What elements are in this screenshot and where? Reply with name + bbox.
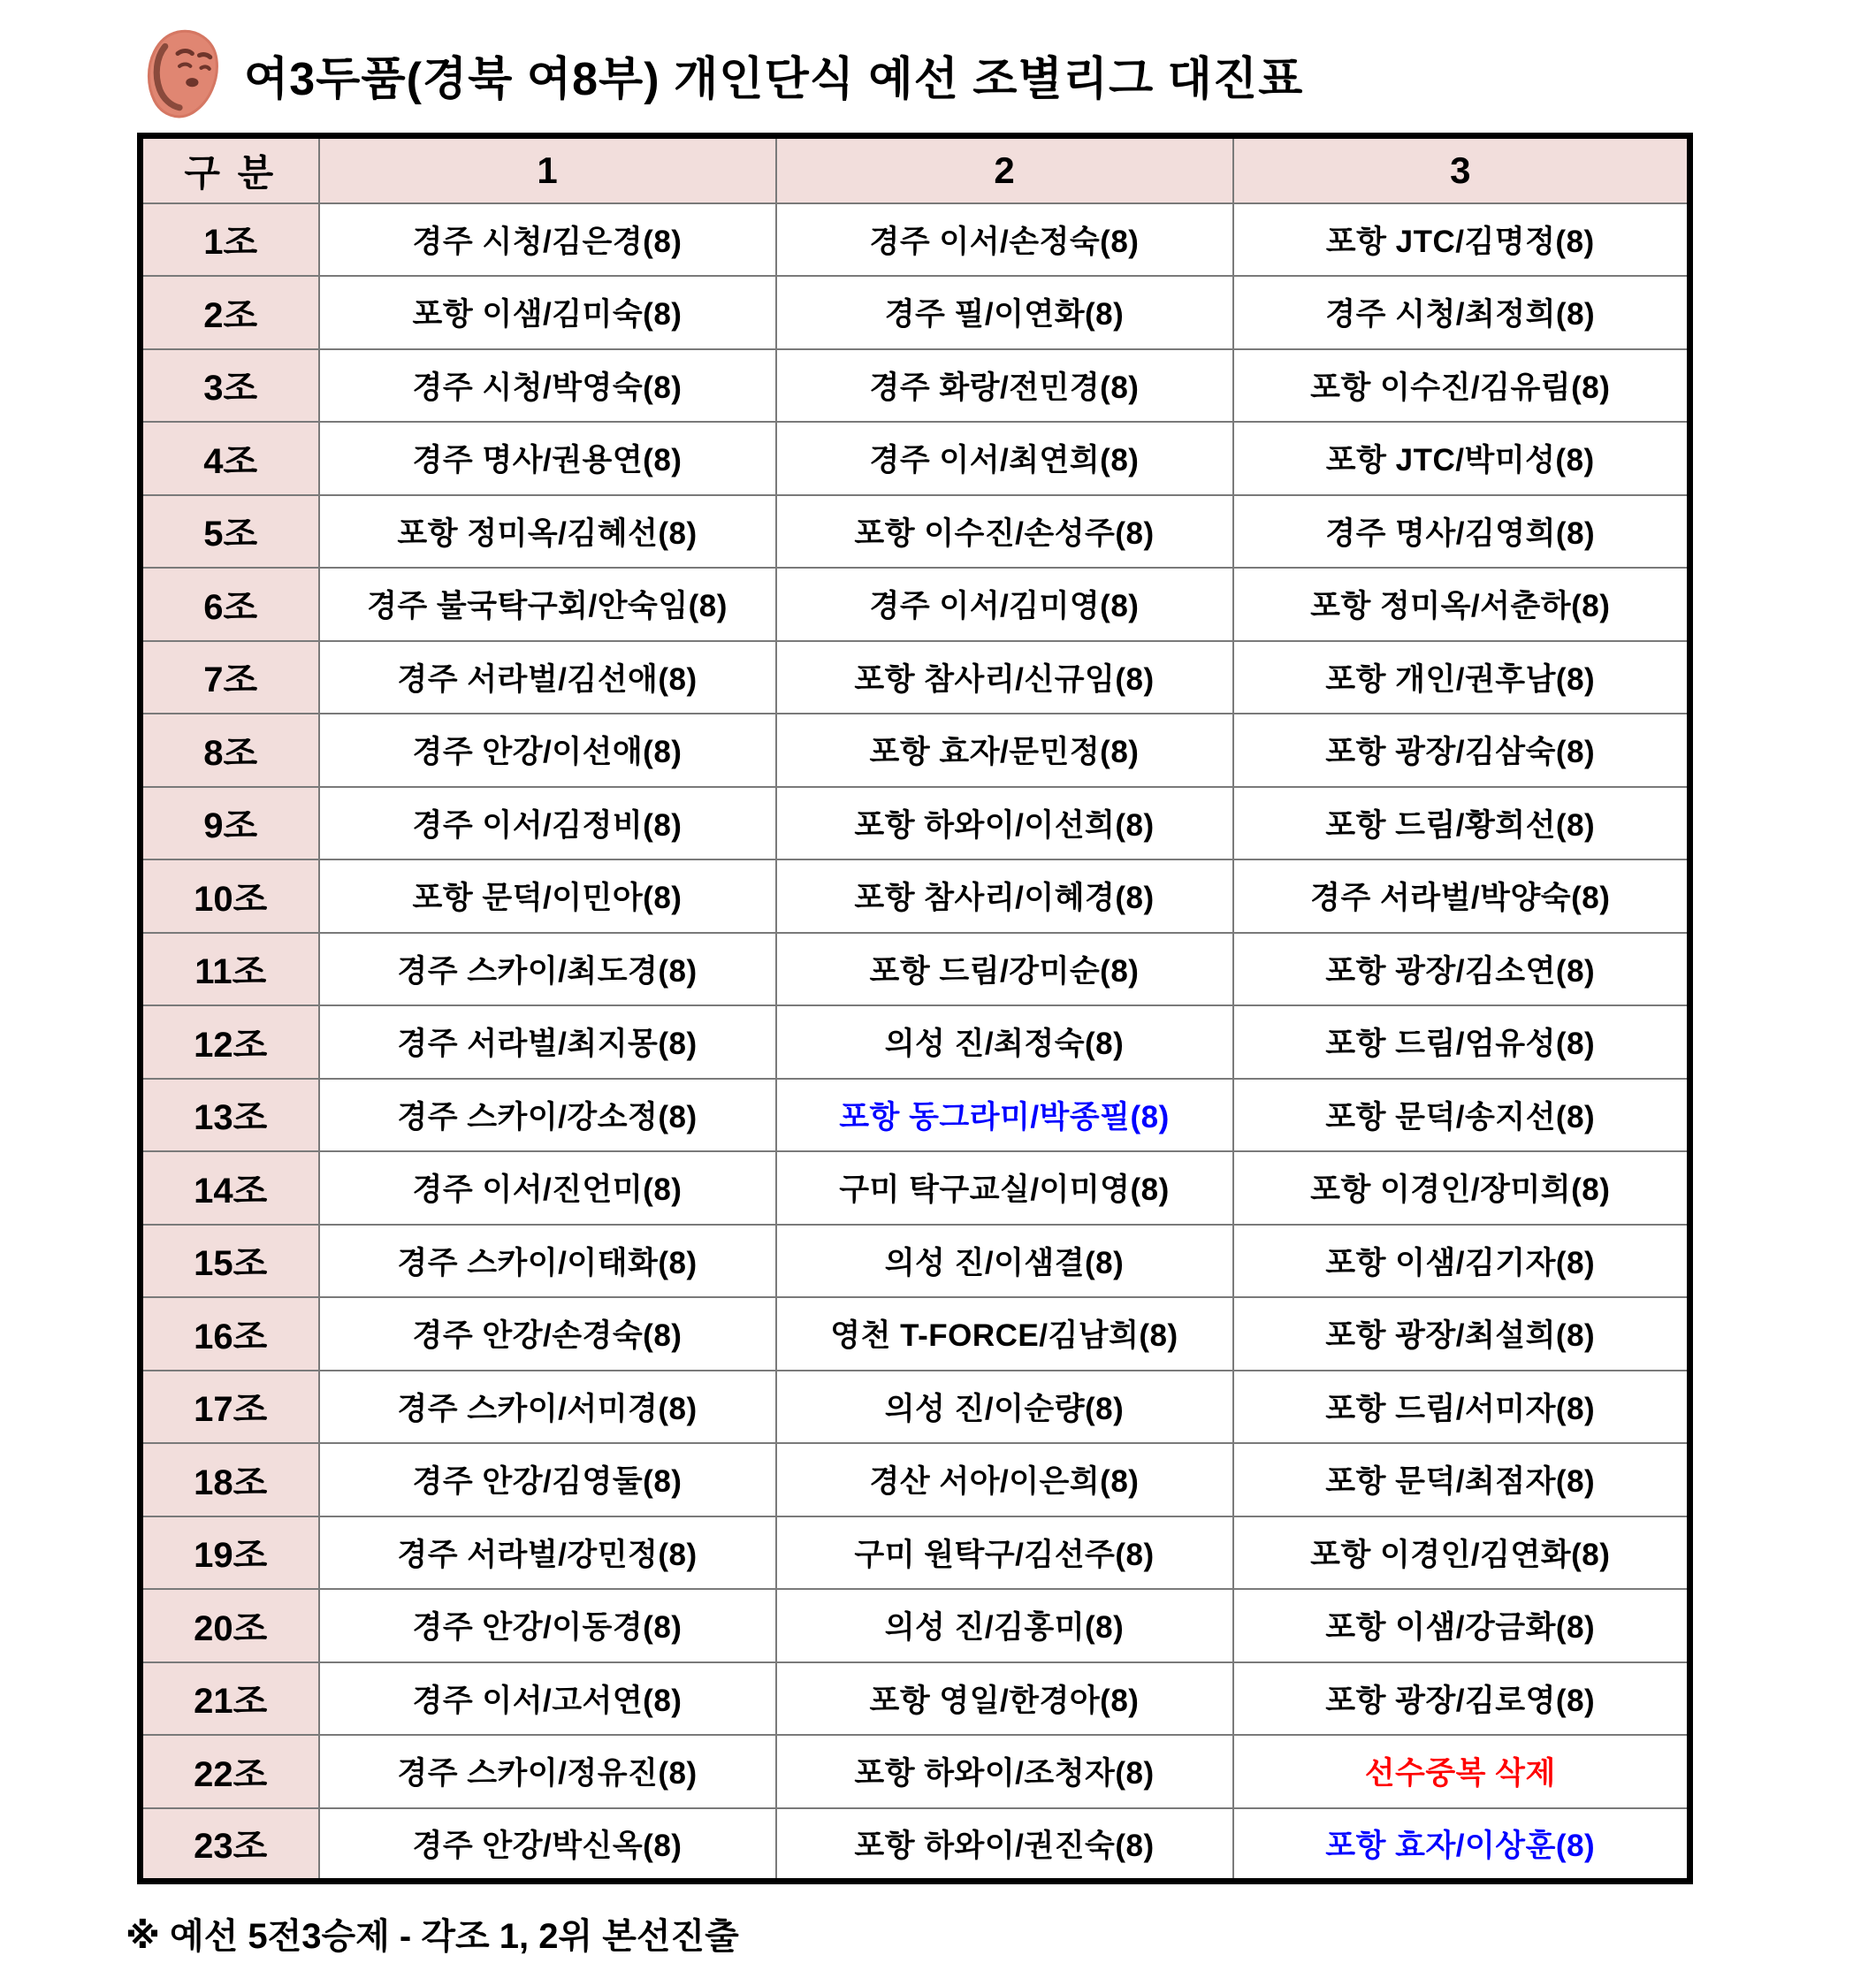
player-entry: 경산 서아/이은희(8) <box>776 1443 1233 1516</box>
player-entry: 경주 이서/고서연(8) <box>319 1662 776 1736</box>
player-entry: 의성 진/김홍미(8) <box>776 1589 1233 1662</box>
group-label: 2조 <box>141 276 319 349</box>
player-entry: 경주 화랑/전민경(8) <box>776 349 1233 423</box>
player-entry: 포항 문덕/이민아(8) <box>319 859 776 933</box>
table-row <box>141 1808 1690 1882</box>
player-entry: 포항 JTC/박미성(8) <box>1233 422 1690 495</box>
table-row <box>141 787 1690 860</box>
group-label: 4조 <box>141 422 319 495</box>
player-entry: 포항 하와이/조청자(8) <box>776 1735 1233 1808</box>
table-row <box>141 495 1690 569</box>
table-row <box>141 276 1690 349</box>
table-row <box>141 1225 1690 1298</box>
player-entry: 포항 광장/김삼숙(8) <box>1233 714 1690 787</box>
table-row <box>141 1735 1690 1808</box>
group-label: 20조 <box>141 1589 319 1662</box>
player-entry: 포항 영일/한경아(8) <box>776 1662 1233 1736</box>
player-entry: 경주 스카이/최도경(8) <box>319 933 776 1006</box>
player-entry: 경주 서라벌/김선애(8) <box>319 641 776 714</box>
player-entry: 경주 서라벌/강민정(8) <box>319 1516 776 1590</box>
player-entry: 경주 안강/손경숙(8) <box>319 1297 776 1371</box>
player-entry: 경주 이서/손정숙(8) <box>776 203 1233 277</box>
group-label: 5조 <box>141 495 319 569</box>
player-entry: 경주 명사/권용연(8) <box>319 422 776 495</box>
player-entry: 경주 불국탁구회/안숙임(8) <box>319 568 776 641</box>
bracket-table-body <box>141 203 1690 1882</box>
player-entry: 의성 진/이순량(8) <box>776 1371 1233 1444</box>
group-label: 12조 <box>141 1005 319 1079</box>
group-label: 21조 <box>141 1662 319 1736</box>
player-entry: 경주 시청/최정희(8) <box>1233 276 1690 349</box>
bracket-table <box>137 133 1693 1884</box>
player-entry: 선수중복 삭제 <box>1233 1735 1690 1808</box>
player-entry: 경주 필/이연화(8) <box>776 276 1233 349</box>
group-label: 3조 <box>141 349 319 423</box>
footer-note: ※ 예선 5전3승제 - 각조 1, 2위 본선진출 <box>126 1917 739 1956</box>
title-row <box>131 25 1303 124</box>
table-row <box>141 641 1690 714</box>
player-entry: 경주 스카이/서미경(8) <box>319 1371 776 1444</box>
table-row <box>141 714 1690 787</box>
player-entry: 경주 서라벌/박양숙(8) <box>1233 859 1690 933</box>
player-entry: 경주 서라벌/최지몽(8) <box>319 1005 776 1079</box>
player-entry: 포항 동그라미/박종필(8) <box>776 1079 1233 1152</box>
player-entry: 포항 개인/권후남(8) <box>1233 641 1690 714</box>
group-label: 15조 <box>141 1225 319 1298</box>
table-row <box>141 933 1690 1006</box>
player-entry: 포항 이경인/장미희(8) <box>1233 1151 1690 1225</box>
table-row <box>141 1371 1690 1444</box>
group-label: 23조 <box>141 1808 319 1882</box>
player-entry: 경주 이서/김정비(8) <box>319 787 776 860</box>
header-cell-group: 구 분 <box>141 136 319 203</box>
table-row <box>141 1662 1690 1736</box>
group-label: 11조 <box>141 933 319 1006</box>
player-entry: 포항 문덕/송지선(8) <box>1233 1079 1690 1152</box>
header-cell-2: 2 <box>776 136 1233 203</box>
player-entry: 포항 정미옥/서춘하(8) <box>1233 568 1690 641</box>
player-entry: 포항 JTC/김명정(8) <box>1233 203 1690 277</box>
group-label: 10조 <box>141 859 319 933</box>
player-entry: 의성 진/이샘결(8) <box>776 1225 1233 1298</box>
player-entry: 구미 탁구교실/이미영(8) <box>776 1151 1233 1225</box>
player-entry: 포항 광장/김로영(8) <box>1233 1662 1690 1736</box>
header-cell-3: 3 <box>1233 136 1690 203</box>
player-entry: 포항 드림/엄유성(8) <box>1233 1005 1690 1079</box>
group-label: 13조 <box>141 1079 319 1152</box>
table-row <box>141 1516 1690 1590</box>
player-entry: 포항 이샘/김기자(8) <box>1233 1225 1690 1298</box>
player-entry: 경주 안강/이선애(8) <box>319 714 776 787</box>
player-entry: 경주 시청/박영숙(8) <box>319 349 776 423</box>
player-entry: 포항 이샘/강금화(8) <box>1233 1589 1690 1662</box>
bracket-table-wrap <box>137 133 1693 1884</box>
player-entry: 포항 하와이/이선희(8) <box>776 787 1233 860</box>
group-label: 9조 <box>141 787 319 860</box>
player-entry: 경주 스카이/정유진(8) <box>319 1735 776 1808</box>
player-entry: 포항 드림/서미자(8) <box>1233 1371 1690 1444</box>
group-label: 7조 <box>141 641 319 714</box>
group-label: 17조 <box>141 1371 319 1444</box>
table-row <box>141 1589 1690 1662</box>
player-entry: 의성 진/최정숙(8) <box>776 1005 1233 1079</box>
group-label: 22조 <box>141 1735 319 1808</box>
player-entry: 포항 광장/김소연(8) <box>1233 933 1690 1006</box>
group-label: 8조 <box>141 714 319 787</box>
table-row <box>141 203 1690 277</box>
player-entry: 경주 이서/김미영(8) <box>776 568 1233 641</box>
player-entry: 경주 안강/박신옥(8) <box>319 1808 776 1882</box>
player-entry: 경주 이서/진언미(8) <box>319 1151 776 1225</box>
table-row <box>141 1151 1690 1225</box>
player-entry: 경주 스카이/강소정(8) <box>319 1079 776 1152</box>
group-label: 6조 <box>141 568 319 641</box>
group-label: 1조 <box>141 203 319 277</box>
player-entry: 포항 효자/이상훈(8) <box>1233 1808 1690 1882</box>
page-title: 여3두품(경북 여8부) 개인단식 예선 조별리그 대진표 <box>244 53 1304 105</box>
player-entry: 포항 이경인/김연화(8) <box>1233 1516 1690 1590</box>
player-entry: 포항 이수진/김유림(8) <box>1233 349 1690 423</box>
player-entry: 포항 참사리/이혜경(8) <box>776 859 1233 933</box>
player-entry: 영천 T-FORCE/김남희(8) <box>776 1297 1233 1371</box>
mask-face-icon <box>131 27 221 122</box>
table-row <box>141 1079 1690 1152</box>
player-entry: 경주 안강/이동경(8) <box>319 1589 776 1662</box>
table-row <box>141 422 1690 495</box>
table-row <box>141 1297 1690 1371</box>
table-row <box>141 859 1690 933</box>
table-row <box>141 1443 1690 1516</box>
header-cell-1: 1 <box>319 136 776 203</box>
table-row <box>141 568 1690 641</box>
player-entry: 포항 정미옥/김혜선(8) <box>319 495 776 569</box>
table-row <box>141 1005 1690 1079</box>
player-entry: 경주 시청/김은경(8) <box>319 203 776 277</box>
player-entry: 포항 드림/강미순(8) <box>776 933 1233 1006</box>
group-label: 16조 <box>141 1297 319 1371</box>
player-entry: 포항 효자/문민정(8) <box>776 714 1233 787</box>
player-entry: 포항 드림/황희선(8) <box>1233 787 1690 860</box>
group-label: 18조 <box>141 1443 319 1516</box>
player-entry: 경주 이서/최연희(8) <box>776 422 1233 495</box>
player-entry: 포항 문덕/최점자(8) <box>1233 1443 1690 1516</box>
group-label: 19조 <box>141 1516 319 1590</box>
group-label: 14조 <box>141 1151 319 1225</box>
header-row <box>141 136 1690 203</box>
player-entry: 포항 광장/최설희(8) <box>1233 1297 1690 1371</box>
player-entry: 경주 명사/김영희(8) <box>1233 495 1690 569</box>
player-entry: 구미 원탁구/김선주(8) <box>776 1516 1233 1590</box>
player-entry: 포항 하와이/권진숙(8) <box>776 1808 1233 1882</box>
player-entry: 경주 안강/김영둘(8) <box>319 1443 776 1516</box>
table-row <box>141 349 1690 423</box>
player-entry: 포항 참사리/신규임(8) <box>776 641 1233 714</box>
player-entry: 포항 이샘/김미숙(8) <box>319 276 776 349</box>
player-entry: 포항 이수진/손성주(8) <box>776 495 1233 569</box>
player-entry: 경주 스카이/이태화(8) <box>319 1225 776 1298</box>
